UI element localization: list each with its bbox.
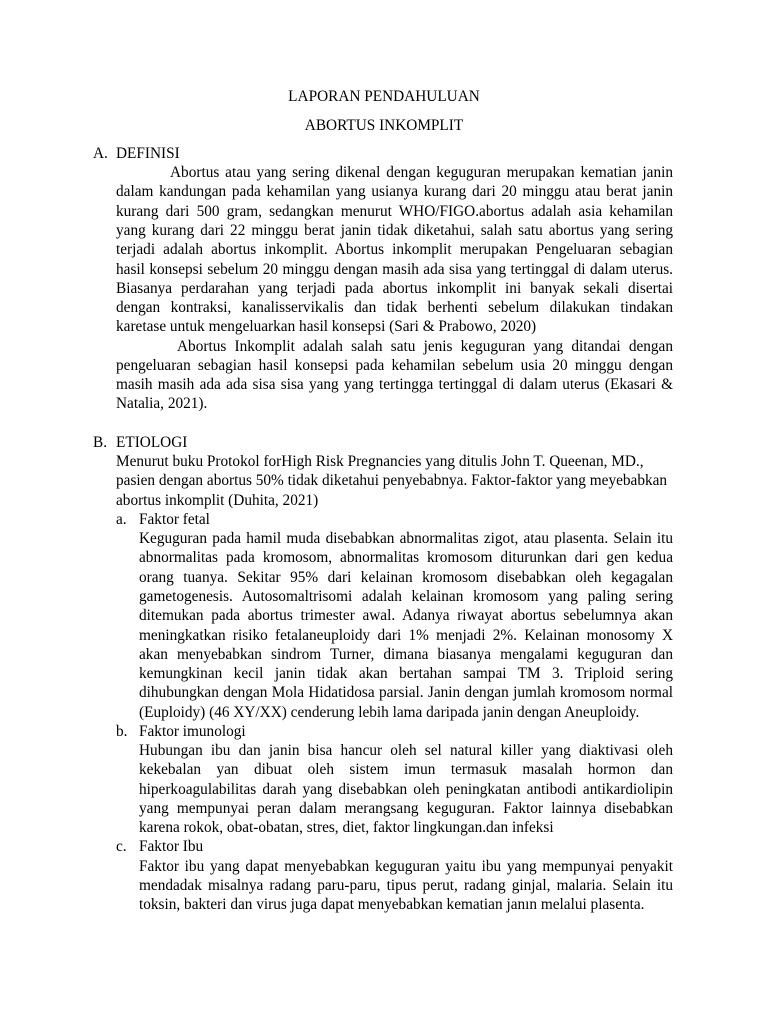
paragraph-line: Keguguran pada hamil muda disebabkan abnormalitas zigot, atau plasenta. Selain itu [139,530,673,548]
paragraph-line: Hubungan ibu dan janin bisa hancur oleh sel natural killer yang diaktivasi oleh [139,742,673,760]
list-item-body [139,741,673,837]
paragraph-line: yang kurang dari 22 minggu berat janin tidak diketahui, salah satu abortus yang sering [116,221,673,239]
section-etiologi [0,433,768,915]
paragraph-line: kekebalan yan dibuat oleh sistem imun termasuk masalah hormon dan [139,761,673,779]
list-item-label: b. [116,722,128,740]
list-item-faktor-imunologi [0,722,768,838]
paragraph-line: terjadi adalah abortus inkomplit. Abortus inkomplit merupakan Pengeluaran sebagian [116,241,673,259]
paragraph-line: hasil konsepsi sebelum 20 minggu dengan masih ada sisa yang tertinggal di dalam uterus. [116,260,673,278]
paragraph-line: pasien dengan abortus 50% tidak diketahui penyebabnya. Faktor-faktor yang meyebabkan [116,472,668,490]
definisi-paragraph-2 [116,337,673,414]
list-item-title: Faktor Ibu [139,838,204,856]
paragraph-line: mendadak misalnya radang paru-paru, tipus perut, radang ginjal, malaria. Selain itu [139,877,673,894]
list-item-heading [116,837,768,856]
paragraph-line: Biasanya perdarahan yang terjadi pada abortus inkomplit ini banyak sekali disertai [116,279,673,297]
section-heading [93,144,768,163]
paragraph-line: Abortus atau yang sering dikenal dengan keguguran merupakan kematian janin [170,164,673,182]
paragraph-line: (Euploidy) (46 XY/XX) cenderung lebih lama daripada janin dengan Aneuploidy. [139,703,640,721]
definisi-paragraph-1 [116,163,673,336]
list-item-title: Faktor fetal [139,510,210,528]
paragraph-line: toksin, bakteri dan virus juga dapat menyebabkan kematian janın melalui plasenta. [139,896,645,914]
etiologi-intro [116,452,673,510]
list-item-label: a. [116,510,127,528]
paragraph-line: Natalia, 2021). [116,395,208,413]
paragraph-line: akan menyebabkan sindrom Turner, dimana biasanya mengalami keguguran dan [139,645,673,663]
paragraph-line: karetase untuk mengeluarkan hasil konsepsi (Sari & Prabowo, 2020) [116,318,537,336]
document-title: LAPORAN PENDAHULUAN [288,88,480,105]
section-heading [93,433,768,452]
paragraph-line: abortus inkomplit (Duhita, 2021) [116,491,319,509]
list-item-body [139,529,673,722]
paragraph-line: Faktor ibu yang dapat menyebabkan keguguran yaitu ibu yang mempunyai penyakit [139,857,673,875]
section-label: B. [93,433,108,451]
paragraph-line: pengeluaran sebagian hasil konsepsi pada kehamilan sebelum usia 20 minggu dengan [116,356,673,374]
list-item-body [139,857,673,915]
paragraph-line: kemungkinan kecil janin tidak akan bertahan sampai TM 3. Triploid sering [139,665,673,683]
paragraph-line: Menurut buku Protokol forHigh Risk Pregnancies yang ditulis John T. Queenan, MD., [116,453,644,471]
document-subtitle: ABORTUS INKOMPLIT [304,116,464,134]
list-item-faktor-fetal [0,510,768,722]
section-label: A. [93,144,108,162]
section-title: DEFINISI [116,144,180,162]
list-item-label: c. [116,838,127,856]
paragraph-line: abnormalitas pada kromosom, abnormalitas kromosom diturunkan dari gen kedua [139,549,673,567]
paragraph-line: karena rokok, obat-obatan, stres, diet, faktor lingkungan.dan infeksi [139,819,554,837]
list-item-heading [116,510,768,529]
list-item-title: Faktor imunologi [139,722,246,740]
list-item-heading [116,722,768,741]
paragraph-line: ditemukan pada abortus trimester awal. Adanya riwayat abortus sebelumnya akan [139,607,673,625]
section-definisi [0,144,768,414]
section-title: ETIOLOGI [116,433,188,451]
paragraph-line: kurang dari 500 gram, sedangkan menurut WHO/FIGO.abortus adalah asia kehamilan [116,202,673,220]
paragraph-line: meningkatkan risiko fetalaneuploidy dari 1% menjadi 2%. Kelainan monosomy X [139,626,673,644]
paragraph-line: Abortus Inkomplit adalah salah satu jenis keguguran yang ditandai dengan [177,337,673,355]
paragraph-line: yang mempunyai peran dalam merangsang keguguran. Faktor lainnya disebabkan [139,799,673,817]
document-body [0,87,768,915]
paragraph-line: dalam kandungan pada kehamilan yang usianya kurang dari 20 minggu atau berat janin [116,183,673,201]
blank-line [0,414,768,433]
paragraph-line: dihubungkan dengan Mola Hidatidosa parsial. Janin dengan jumlah kromosom normal [139,684,673,702]
paragraph-line: gametogenesis. Autosomaltrisomi adalah kelainan kromosom yang paling sering [139,588,673,606]
paragraph-line: masih masih ada ada sisa sisa yang yang tertingga tertinggal di dalam uterus (Ekasari & [116,376,673,394]
list-item-faktor-ibu [0,837,768,914]
paragraph-line: hiperkoagulabilitas darah yang disebabkan oleh peningkatan antibodi antikardiolipin [139,780,673,798]
paragraph-line: orang tuanya. Sekitar 95% dari kelainan kromosom disebabkan oleh kegagalan [139,568,673,586]
paragraph-line: dengan kontraksi, kanalisservikalis dan tidak berhenti sebelum dilakukan tindakan [116,299,673,317]
